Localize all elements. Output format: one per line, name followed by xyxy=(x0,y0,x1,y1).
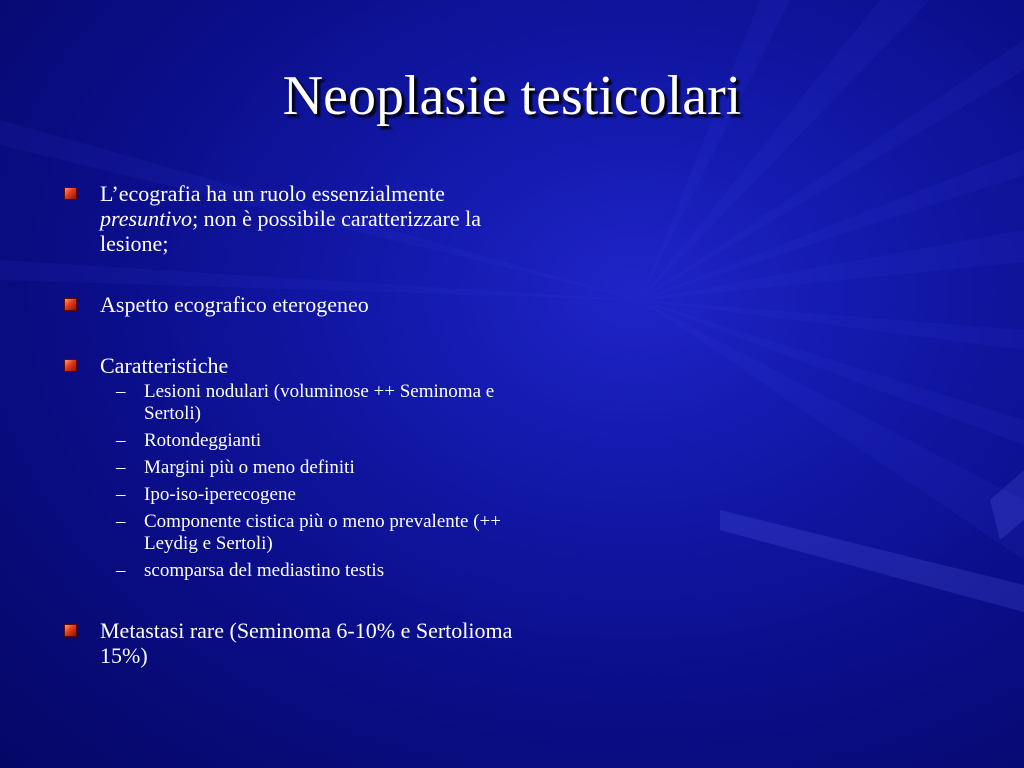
sub-bullet-text: Rotondeggianti xyxy=(144,430,262,451)
bullet-emphasis: presuntivo xyxy=(100,206,193,231)
bullet-text: Metastasi rare (Seminoma 6-10% e Sertolioma 15%) xyxy=(100,618,513,668)
bullet-item xyxy=(64,618,524,668)
red-square-bullet-icon xyxy=(64,187,77,200)
bullet-list xyxy=(64,181,524,668)
sub-bullet-item xyxy=(100,457,524,479)
red-square-bullet-icon xyxy=(64,298,77,311)
red-square-bullet-icon xyxy=(64,624,77,637)
bullet-text: ; non è possibile caratterizzare la lesione; xyxy=(100,206,481,256)
dash-bullet-icon: – xyxy=(116,560,126,581)
bullet-item xyxy=(64,353,524,582)
sub-bullet-text: Lesioni nodulari (voluminose ++ Seminoma e Sertoli) xyxy=(144,381,495,424)
sub-bullet-item xyxy=(100,511,524,555)
dash-bullet-icon: – xyxy=(116,457,126,478)
bullet-text: Aspetto ecografico eterogeneo xyxy=(100,292,369,317)
dash-bullet-icon: – xyxy=(116,511,126,532)
dash-bullet-icon: – xyxy=(116,484,126,505)
sub-bullet-list xyxy=(100,381,524,582)
sub-bullet-item xyxy=(100,430,524,452)
sub-bullet-text: scomparsa del mediastino testis xyxy=(144,560,385,581)
sub-bullet-item xyxy=(100,381,524,425)
sub-bullet-text: Margini più o meno definiti xyxy=(144,457,355,478)
red-square-bullet-icon xyxy=(64,359,77,372)
sub-bullet-text: Componente cistica più o meno prevalente (++ Leydig e Sertoli) xyxy=(144,511,501,554)
bullet-item xyxy=(64,292,524,317)
bullet-text: L’ecografia ha un ruolo essenzialmente xyxy=(100,181,445,206)
sub-bullet-text: Ipo-iso-iperecogene xyxy=(144,484,296,505)
slide-title: Neoplasie testicolari xyxy=(282,65,742,127)
sub-bullet-item xyxy=(100,560,524,582)
sub-bullet-item xyxy=(100,484,524,506)
dash-bullet-icon: – xyxy=(116,381,126,402)
bullet-item xyxy=(64,181,524,256)
bullet-text: Caratteristiche xyxy=(100,353,229,378)
dash-bullet-icon: – xyxy=(116,430,126,451)
